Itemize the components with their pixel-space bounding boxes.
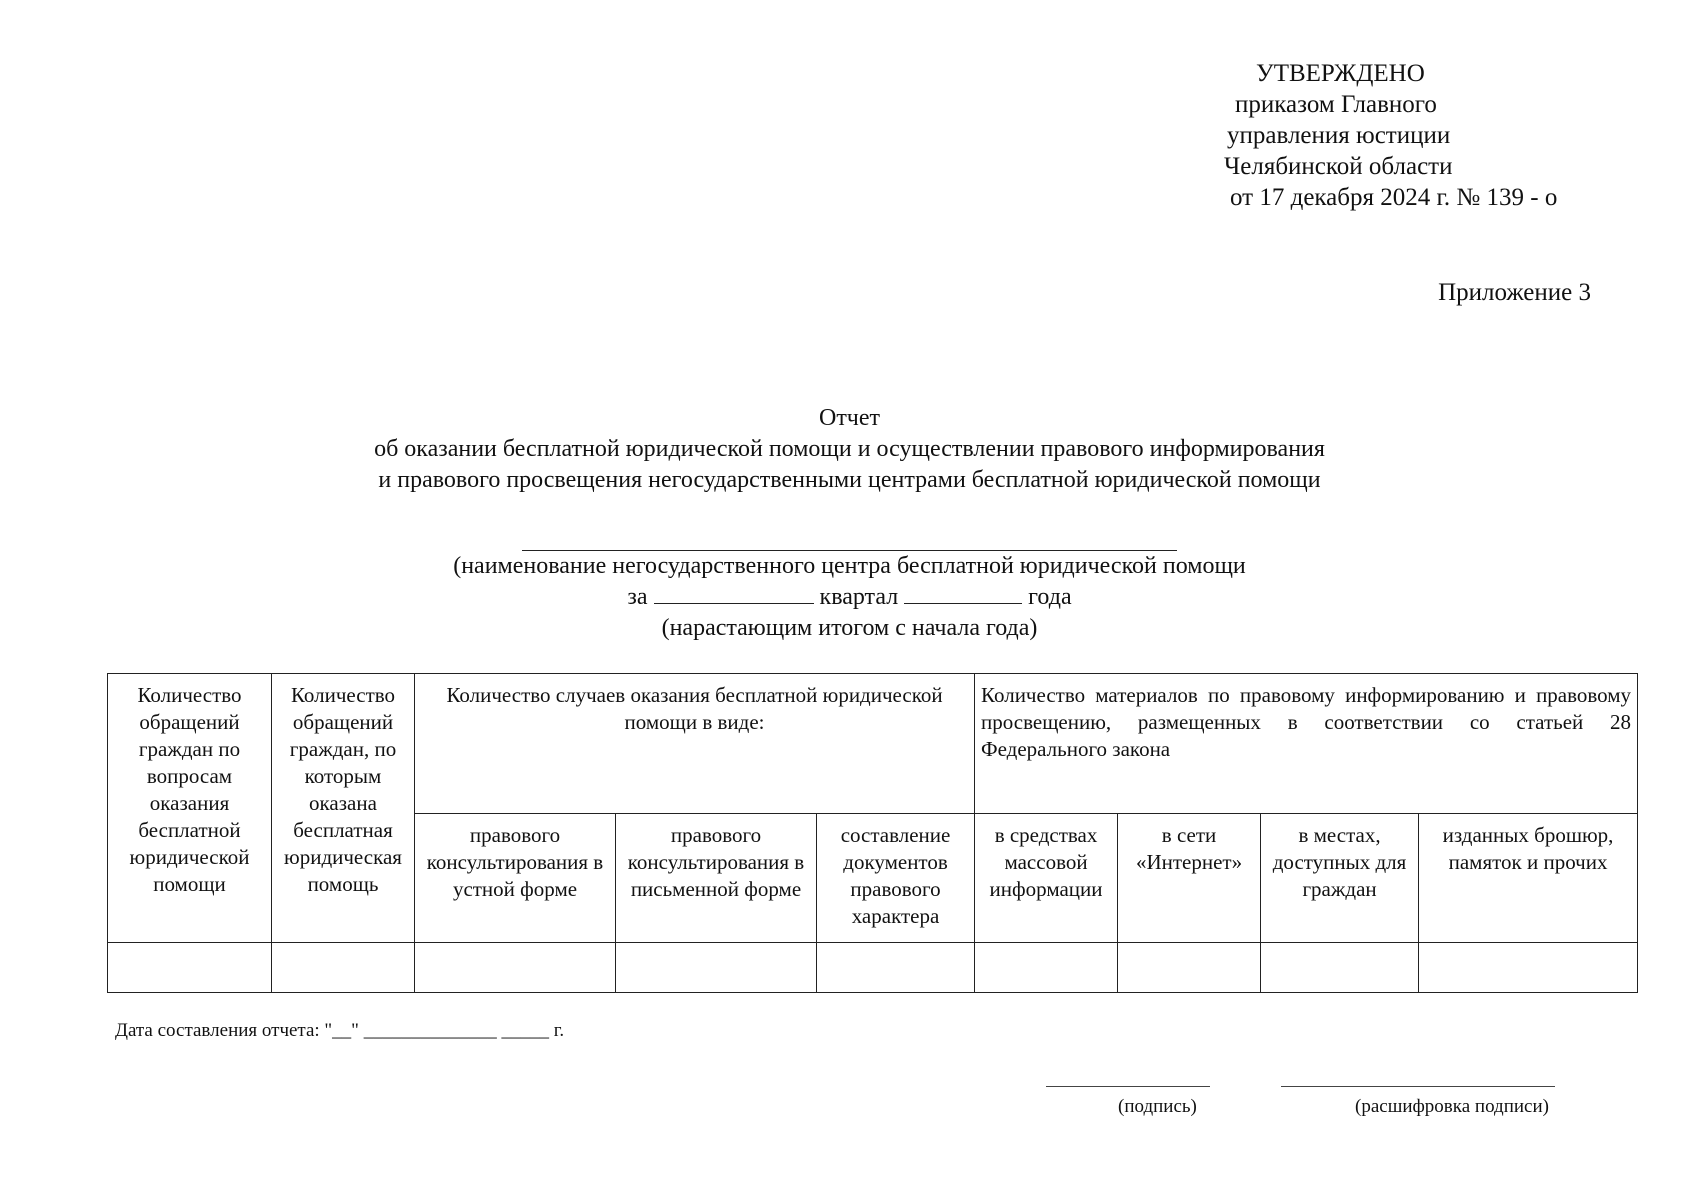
period-year-label: года bbox=[1028, 584, 1072, 610]
signature-label: (подпись) bbox=[1118, 1096, 1197, 1117]
header-requests-count: Количество обращений граждан по вопросам оказания бесплатной юридической помощи bbox=[108, 674, 272, 943]
header-public-places: в местах, доступных для граждан bbox=[1261, 814, 1419, 943]
header-mass-media: в средствах массовой информации bbox=[975, 814, 1118, 943]
data-cell-requests-count[interactable] bbox=[108, 943, 272, 993]
center-name-caption: (наименование негосударственного центра бесплатной юридической помощи bbox=[453, 553, 1246, 579]
quarter-field[interactable] bbox=[654, 602, 814, 604]
approval-stamp bbox=[1180, 58, 1640, 213]
year-field[interactable] bbox=[904, 602, 1022, 604]
center-name-field[interactable] bbox=[522, 524, 1177, 551]
data-cell-legal-documents[interactable] bbox=[817, 943, 975, 993]
data-cell-provided-help-count[interactable] bbox=[272, 943, 415, 993]
approval-heading: УТВЕРЖДЕНО bbox=[1256, 60, 1425, 87]
header-legal-documents: составление документов правового характера bbox=[817, 814, 975, 943]
report-title-heading: Отчет bbox=[818, 405, 881, 431]
period-line bbox=[0, 582, 1699, 613]
report-title-line-3: и правового просвещения негосударственными центрами бесплатной юридической помощи bbox=[378, 467, 1321, 493]
data-cell-written-consultation[interactable] bbox=[616, 943, 817, 993]
report-table bbox=[107, 673, 1638, 993]
report-date-line: Дата составления отчета: "__" ______________ _____ г. bbox=[115, 1020, 565, 1041]
approval-region: Челябинской области bbox=[1224, 153, 1453, 180]
data-cell-internet[interactable] bbox=[1118, 943, 1261, 993]
period-for-label: за bbox=[627, 584, 648, 610]
header-legal-information-materials: Количество материалов по правовому информированию и правовому просвещению, размещенных в соответствии со статьей 28 Федерального закона bbox=[975, 674, 1638, 814]
approval-order: приказом Главного bbox=[1235, 91, 1437, 118]
data-cell-oral-consultation[interactable] bbox=[415, 943, 616, 993]
signature-area bbox=[0, 1068, 1699, 1138]
table-row bbox=[108, 943, 1638, 993]
header-internet: в сети «Интернет» bbox=[1118, 814, 1261, 943]
header-legal-help-cases: Количество случаев оказания бесплатной юридической помощи в виде: bbox=[415, 674, 975, 814]
header-provided-help-count: Количество обращений граждан, по которым оказана бесплатная юридическая помощь bbox=[272, 674, 415, 943]
signature-decoding-field[interactable] bbox=[1281, 1086, 1555, 1087]
signature-decoding-label: (расшифровка подписи) bbox=[1355, 1096, 1549, 1117]
appendix-label: Приложение 3 bbox=[1438, 279, 1591, 306]
report-title-line-2: об оказании бесплатной юридической помощи и осуществлении правового информирования bbox=[374, 436, 1325, 462]
data-cell-public-places[interactable] bbox=[1261, 943, 1419, 993]
signature-field[interactable] bbox=[1046, 1086, 1210, 1087]
cumulative-caption: (нарастающим итогом с начала года) bbox=[661, 615, 1038, 641]
approval-date-number: от 17 декабря 2024 г. № 139 - о bbox=[1230, 184, 1558, 211]
period-quarter-label: квартал bbox=[819, 584, 899, 610]
data-cell-brochures[interactable] bbox=[1419, 943, 1638, 993]
data-cell-mass-media[interactable] bbox=[975, 943, 1118, 993]
header-written-consultation: правового консультирования в письменной форме bbox=[616, 814, 817, 943]
center-name-block bbox=[0, 520, 1699, 644]
approval-authority: управления юстиции bbox=[1227, 122, 1451, 149]
report-title bbox=[0, 403, 1699, 496]
header-brochures: изданных брошюр, памяток и прочих bbox=[1419, 814, 1638, 943]
header-oral-consultation: правового консультирования в устной форме bbox=[415, 814, 616, 943]
